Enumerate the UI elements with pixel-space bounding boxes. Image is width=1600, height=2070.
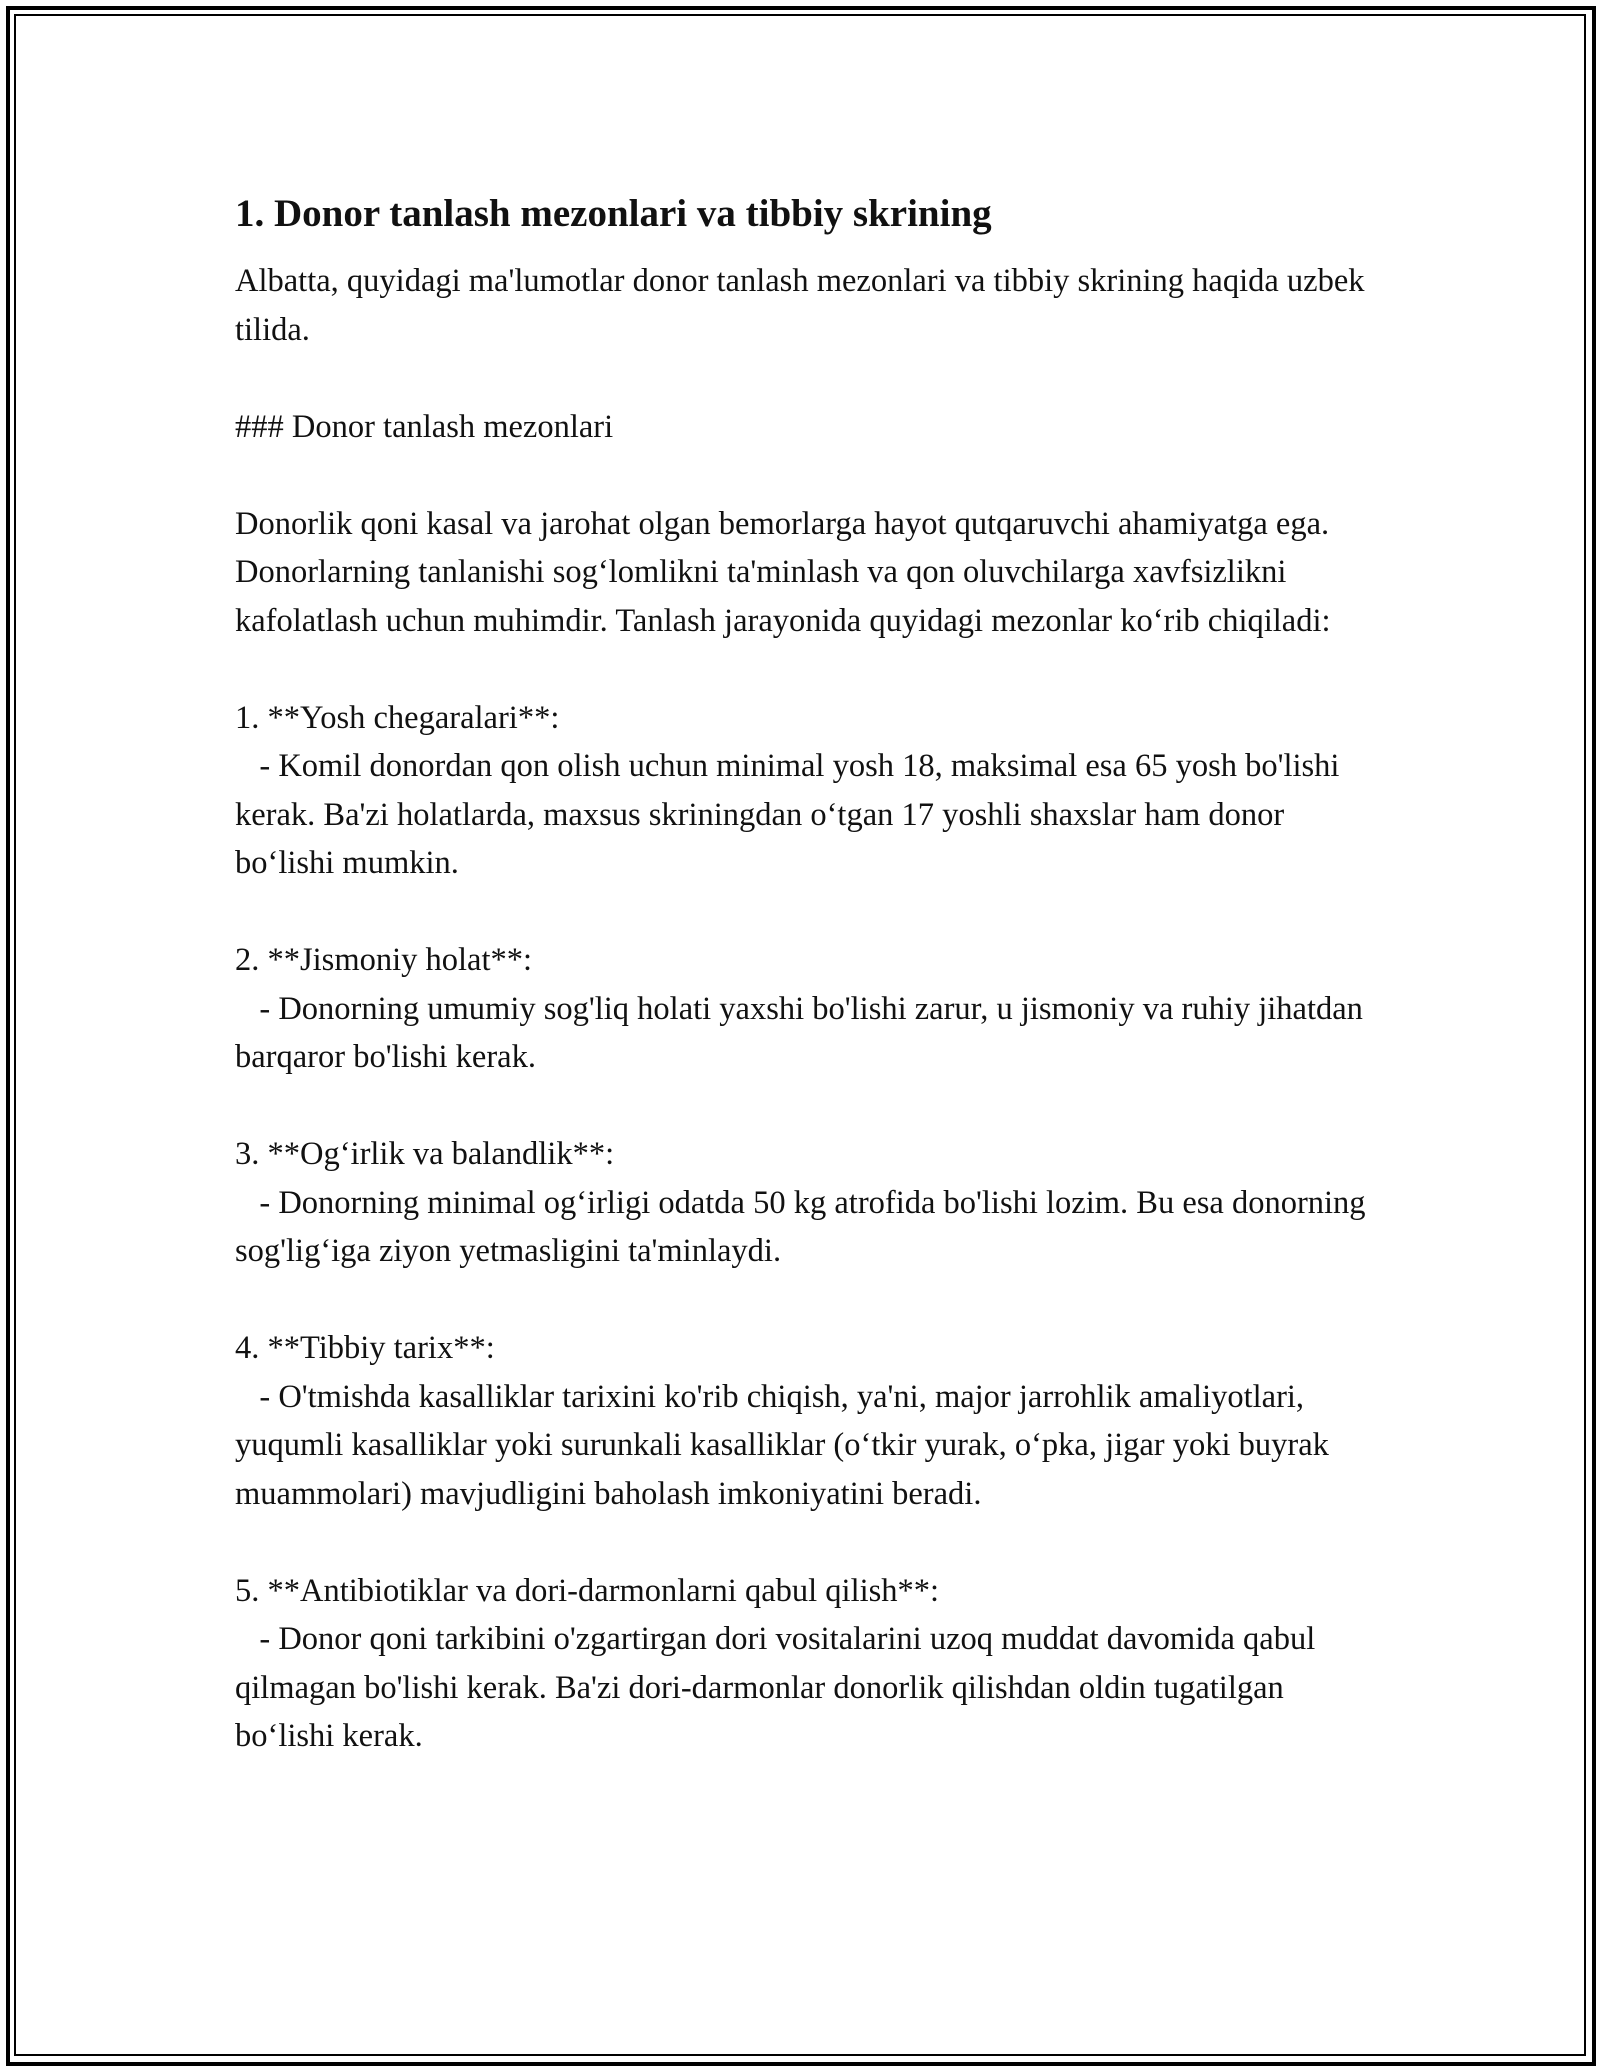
criteria-item-2 [235, 936, 1375, 1082]
criteria-item-1 [235, 694, 1375, 888]
spacer [235, 354, 1375, 403]
spacer [235, 1276, 1375, 1325]
spacer [235, 1082, 1375, 1131]
criteria-item-body: - Donor qoni tarkibini o'zgartirgan dori vositalarini uzoq muddat davomida qabul qilmagan bo'lishi kerak. Ba'zi dori-darmonlar donorlik qilishdan oldin tugatilgan bo‘lishi kerak. [235, 1621, 1324, 1754]
criteria-item-body: - O'tmishda kasalliklar tarixini ko'rib chiqish, ya'ni, major jarrohlik amaliyotlari, yuqumli kasalliklar yoki surunkali kasalliklar (o‘tkir yurak, o‘pka, jigar yoki buyrak muammolari) mavjudligini baholash imkoniyatini beradi. [235, 1378, 1338, 1512]
criteria-item-4 [235, 1324, 1375, 1518]
criteria-item-body: - Komil donordan qon olish uchun minimal yosh 18, maksimal esa 65 yosh bo'lishi kerak. Ba'zi holatlarda, maxsus skriningdan o‘tgan 17 yoshli shaxslar ham donor bo‘lishi mumkin. [235, 748, 1348, 881]
section-paragraph: Donorlik qoni kasal va jarohat olgan bemorlarga hayot qutqaruvchi ahamiyatga ega. Donorlarning tanlanishi sog‘lomlikni ta'minlash va qon oluvchilarga xavfsizlikni kafolatlash uchun muhimdir. Tanlash jarayonida quyidagi mezonlar ko‘rib chiqiladi: [235, 505, 1338, 639]
spacer [235, 888, 1375, 937]
section-heading: ### Donor tanlash mezonlari [235, 408, 614, 445]
criteria-item-heading: 1. **Yosh chegaralari**: [235, 699, 560, 736]
criteria-item-body: - Donorning minimal og‘irligi odatda 50 kg atrofida bo'lishi lozim. Bu esa donorning sog'lig‘iga ziyon yetmasligini ta'minlaydi. [235, 1184, 1374, 1269]
criteria-item-5 [235, 1567, 1375, 1761]
criteria-item-heading: 4. **Tibbiy tarix**: [235, 1330, 495, 1366]
spacer [235, 1518, 1375, 1567]
document-body [235, 185, 1375, 1761]
document-title: 1. Donor tanlash mezonlari va tibbiy skrining [235, 192, 992, 235]
spacer [235, 451, 1375, 500]
criteria-item-3 [235, 1130, 1375, 1276]
intro-paragraph: Albatta, quyidagi ma'lumotlar donor tanlash mezonlari va tibbiy skrining haqida uzbek tilida. [235, 263, 1373, 348]
criteria-item-heading: 2. **Jismoniy holat**: [235, 942, 533, 978]
criteria-item-heading: 5. **Antibiotiklar va dori-darmonlarni qabul qilish**: [235, 1572, 940, 1609]
criteria-item-heading: 3. **Og‘irlik va balandlik**: [235, 1136, 615, 1172]
criteria-item-body: - Donorning umumiy sog'liq holati yaxshi bo'lishi zarur, u jismoniy va ruhiy jihatdan barqaror bo'lishi kerak. [235, 990, 1372, 1075]
spacer [235, 645, 1375, 694]
